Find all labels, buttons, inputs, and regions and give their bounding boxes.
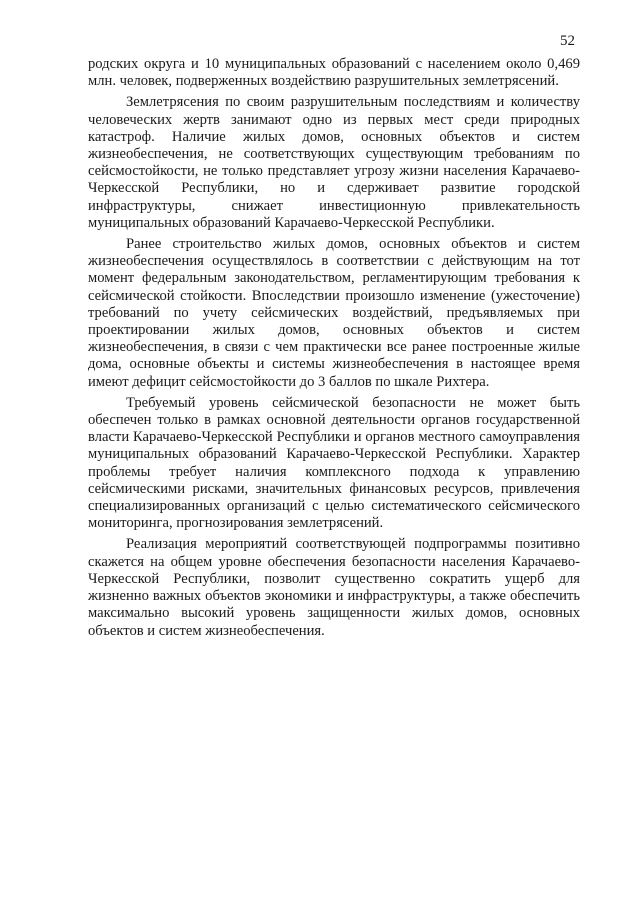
document-body: [88, 56, 580, 644]
paragraph-safety-requirements: Требуемый уровень сейсмической безопасности не может быть обеспечен только в рамках основной деятельности органов государственной власти Карачаево-Черкесской Республики и органов местного самоуправления муниципальных образований Карачаево-Черкесской Республики. Характер проблемы требует наличия комплексного подхода к управлению сейсмическими рисками, значительных финансовых ресурсов, привлечения специализированных организаций с целью систематического сейсмического мониторинга, прогнозирования землетрясений.: [88, 394, 580, 532]
paragraph-earthquakes-impact: Землетрясения по своим разрушительным последствиям и количеству человеческих жертв занимают одно из первых мест среди природных катастроф. Наличие жилых домов, основных объектов и систем жизнеобеспечения, не соответствующих существующим требованиям по сейсмостойкости, не только представляет угрозу жизни населения Карачаево-Черкесской Республики, но и сдерживает развитие городской инфраструктуры, снижает инвестиционную привлекательность муниципальных образований Карачаево-Черкесской Республики.: [88, 94, 580, 231]
paragraph-subprogram-implementation: Реализация мероприятий соответствующей подпрограммы позитивно скажется на общем уровне обеспечения безопасности населения Карачаево-Черкесской Республики, позволит существенно сократить ущерб для жизненно важных объектов экономики и инфраструктуры, а также обеспечить максимально высокий уровень защищенности жилых домов, основных объектов и систем жизнеобеспечения.: [88, 536, 580, 639]
paragraph-continuation: родских округа и 10 муниципальных образований с населением около 0,469 млн. человек, подверженных воздействию разрушительных землетрясений.: [88, 56, 580, 90]
page-number: 52: [560, 33, 575, 49]
paragraph-construction-history: Ранее строительство жилых домов, основных объектов и систем жизнеобеспечения осуществлялось в соответствии с действующим на тот момент федеральным законодательством, регламентирующим требования к сейсмической стойкости. Впоследствии произошло изменение (ужесточение) требований по учету сейсмических воздействий, предъявляемых при проектировании жилых домов, основных объектов и систем жизнеобеспечения, в связи с чем практически все ранее построенные жилые дома, основные объекты и системы жизнеобеспечения в настоящее время имеют дефицит сейсмостойкости до 3 баллов по шкале Рихтера.: [88, 236, 580, 390]
